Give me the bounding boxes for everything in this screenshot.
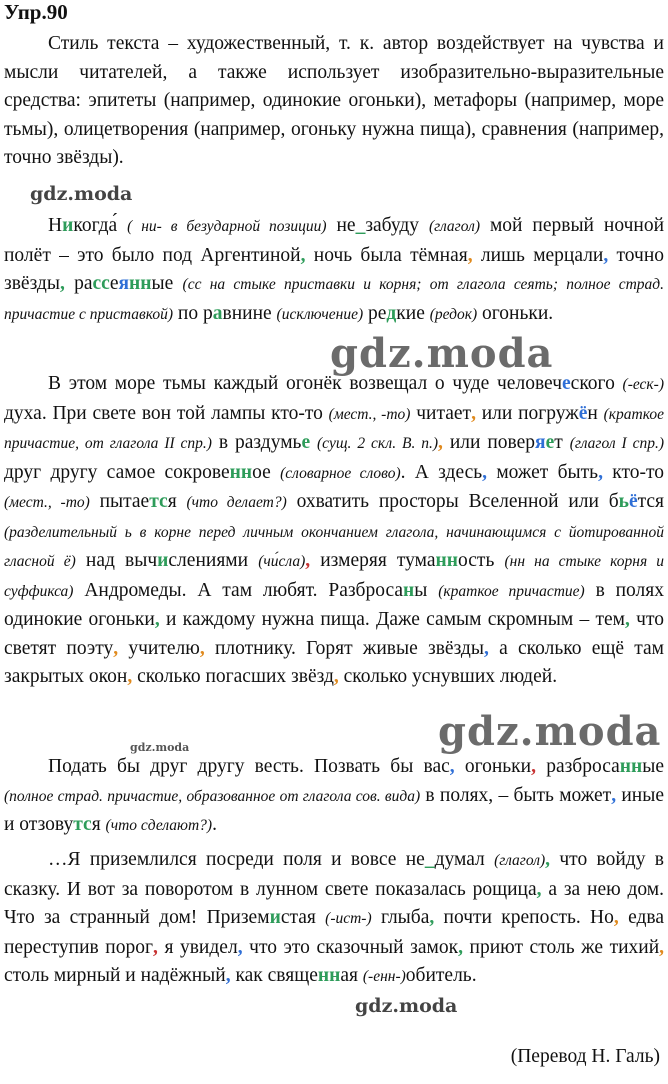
text-run: внине <box>222 302 272 324</box>
highlight-letter: тс <box>73 814 92 835</box>
annotation-note: (краткое причастие, от глагола II спр.) <box>4 405 665 452</box>
punctuation-mark: , <box>113 637 119 659</box>
text-run: духа. При свете вон той лампы кто-то <box>4 402 323 424</box>
punctuation-mark: , <box>458 936 463 958</box>
text-run: В этом море тьмы каждый огонёк возвещал о чуде человеч <box>48 373 563 394</box>
punctuation-mark: , <box>449 756 455 777</box>
punctuation-mark: , <box>603 244 609 266</box>
annotation-note: (сущ. 2 скл. В. п.) <box>317 435 439 452</box>
punctuation-mark: , <box>59 273 65 294</box>
text-run: и каждому нужна пища. Даже самым скромным – тем <box>165 609 626 630</box>
highlight-letter: сс <box>92 273 110 294</box>
highlight-letter: _ <box>355 215 366 236</box>
text-run: иные и отзову <box>4 784 665 835</box>
text-paragraph-1 <box>4 212 664 329</box>
text-run: думал <box>434 849 485 870</box>
text-run: кто-то <box>612 461 665 483</box>
annotation-note: (что делает?) <box>186 494 287 511</box>
text-run: по р <box>177 302 213 324</box>
annotation-note: (полное страд. причастие, образованное от глагола сов. вида) <box>4 787 421 805</box>
highlight-letter: нн <box>229 461 253 483</box>
text-run: я <box>91 814 101 835</box>
text-run: ночь была тёмная <box>313 244 468 266</box>
annotation-note: (сс на стыке приставки и корня; от глагола сеять; полное страд. причастие с приставкой) <box>4 276 665 323</box>
punctuation-mark: , <box>237 936 243 958</box>
highlight-letter: н <box>403 579 415 601</box>
text-run: или погруж <box>481 402 579 424</box>
text-run: обитель. <box>405 965 477 986</box>
highlight-letter: д <box>386 302 397 324</box>
text-run: измеряя тума <box>320 550 436 571</box>
punctuation-mark: , <box>536 878 542 900</box>
text-run: огоньки <box>464 756 532 777</box>
annotation-note: (глагол) <box>494 852 546 869</box>
punctuation-mark: , <box>127 666 133 687</box>
punctuation-mark: , <box>613 907 619 928</box>
punctuation-mark: , <box>482 461 488 483</box>
text-run: или повер <box>449 432 536 453</box>
highlight-letter: а <box>212 302 223 324</box>
annotation-note: (чи́сла) <box>258 553 306 570</box>
punctuation-mark: , <box>333 666 339 687</box>
punctuation-mark: , <box>225 965 231 986</box>
text-run: забуду <box>365 215 420 236</box>
annotation-note: (-ист-) <box>325 910 372 927</box>
punctuation-mark: , <box>438 432 443 453</box>
text-run: е <box>109 273 119 294</box>
text-run: лишь мерцали <box>480 244 604 266</box>
text-run: в полях одинокие огоньки <box>4 579 664 630</box>
text-run: точно звёзды <box>4 244 665 294</box>
highlight-letter: я <box>535 432 546 453</box>
text-run: слениями <box>168 550 249 571</box>
highlight-letter: и <box>157 550 169 571</box>
text-run: читает <box>416 402 472 424</box>
text-run: н <box>587 402 598 424</box>
punctuation-mark: , <box>659 936 665 958</box>
highlight-letter: нн <box>317 965 341 986</box>
punctuation-mark: , <box>305 550 311 571</box>
text-run: когда́ <box>73 215 118 236</box>
annotation-note: (разделительный ь в корне перед личным окончанием глагола, начинающимся с йотированной гласной ё) <box>4 523 664 570</box>
text-run: плотнику. Горят живые звёзды <box>214 637 484 659</box>
annotation-note: (глагол I спр.) <box>569 435 664 452</box>
text-run: глыба <box>380 907 430 928</box>
annotation-note: (глагол) <box>428 218 481 235</box>
exercise-title: Упр.90 <box>4 0 68 24</box>
text-run: Н <box>48 215 63 236</box>
annotation-note: (-енн-) <box>362 968 406 985</box>
punctuation-mark: , <box>300 244 306 266</box>
text-run: учителю <box>128 637 200 659</box>
text-run: …Я приземлился посреди поля и вовсе не <box>48 849 425 870</box>
text-run: ость <box>458 550 495 571</box>
punctuation-mark: , <box>154 609 160 630</box>
text-run: ые <box>151 273 174 294</box>
punctuation-mark: , <box>545 849 551 870</box>
punctuation-mark: , <box>199 637 205 659</box>
annotation-note: (редок) <box>429 305 478 323</box>
watermark: gdz.moda <box>130 741 190 754</box>
highlight-letter: и <box>62 215 74 236</box>
text-run: ре <box>368 302 387 324</box>
text-run: . <box>212 814 217 835</box>
highlight-letter: нн <box>129 273 152 294</box>
text-run: тся <box>637 491 665 512</box>
text-paragraph-4 <box>4 846 664 992</box>
annotation-note: (что сделают?) <box>105 817 213 834</box>
text-run: разброса <box>546 756 620 777</box>
watermark: gdz.moda <box>30 183 133 205</box>
text-run: приют столь же тихий <box>469 936 660 958</box>
text-run: сколько уснувших людей. <box>343 666 558 687</box>
text-run: ы <box>414 579 428 601</box>
text-run: кие <box>396 302 425 324</box>
text-run: в раздумь <box>218 432 302 453</box>
annotation-note: (исключение) <box>276 305 364 323</box>
text-run: едва переступив порог <box>4 907 665 958</box>
punctuation-mark: , <box>471 402 476 424</box>
text-run: стая <box>280 907 316 928</box>
highlight-letter: я <box>118 273 130 294</box>
text-run: ые <box>642 756 665 777</box>
annotation-note: (мест., -то) <box>328 405 411 423</box>
text-run: друг другу самое сокрове <box>4 461 230 483</box>
highlight-letter: ё <box>628 491 638 512</box>
punctuation-mark: , <box>625 609 630 630</box>
text-run: ая <box>340 965 359 986</box>
annotation-note: ( ни- в безударной позиции) <box>127 218 327 235</box>
style-analysis-paragraph: Стиль текста – художественный, т. к. автор воздействует на чувства и мысли читателей, а также использует изобразительно-выразительные средства: эпитеты (например, одинокие огоньки), метафоры (например, море тьмы), олицетворения (например, огоньку нужна пища), сравнения (например, точно звёзды). <box>4 33 664 168</box>
text-run: мой первый ночной полёт – это было под Аргентиной <box>4 215 665 266</box>
text-run: я увидел <box>164 936 238 958</box>
text-run: а за нею дом. Что за странный дом! Призем <box>4 878 665 928</box>
text-run: огоньки. <box>482 302 554 324</box>
highlight-letter: и <box>269 907 281 928</box>
text-run: над выч <box>85 550 158 571</box>
text-run: может быть <box>496 461 599 483</box>
text-run: сколько погасших звёзд <box>137 666 334 687</box>
watermark: gdz.moda <box>438 708 662 755</box>
text-run: столь мирный и надёжный <box>4 965 226 986</box>
annotation-note: (краткое причастие) <box>438 582 585 600</box>
text-run: в полях, – быть может <box>425 784 612 806</box>
text-paragraph-2 <box>4 370 664 692</box>
text-run: что светят поэту <box>4 609 664 659</box>
highlight-letter: ё <box>578 402 588 424</box>
text-run: что войду в сказку. И вот за поворотом в лунном свете показалась рощица <box>4 849 665 900</box>
text-run: охватить просторы Вселенной или б <box>296 491 619 512</box>
punctuation-mark: , <box>429 907 435 928</box>
punctuation-mark: , <box>467 244 473 266</box>
punctuation-mark: , <box>531 756 536 777</box>
highlight-letter: е <box>301 432 311 453</box>
highlight-letter: нн <box>435 550 459 571</box>
punctuation-mark: , <box>611 784 617 806</box>
text-paragraph-3 <box>4 753 664 841</box>
annotation-note: (-еск-) <box>622 376 664 393</box>
text-run: не <box>336 215 356 236</box>
highlight-letter: _ <box>424 849 435 870</box>
highlight-letter: ь <box>618 491 629 512</box>
text-run: . А здесь <box>400 461 483 483</box>
punctuation-mark: , <box>152 936 158 958</box>
text-run: я <box>167 491 177 512</box>
text-run: Андромеды. А там любят. Разброса <box>84 579 404 601</box>
translation-credit: (Перевод Н. Галь) <box>510 1046 660 1067</box>
text-run: ского <box>570 373 615 394</box>
highlight-letter: нн <box>619 756 643 777</box>
highlight-letter: е <box>562 373 571 394</box>
text-run: т <box>554 432 563 453</box>
punctuation-mark: , <box>598 461 603 483</box>
text-run: как свяще <box>235 965 318 986</box>
text-run: ра <box>74 273 93 294</box>
annotation-note: (мест., -то) <box>4 494 90 511</box>
highlight-letter: тс <box>149 491 168 512</box>
text-run: Подать бы друг другу весть. Позвать бы вас <box>48 756 450 777</box>
watermark: gdz.moda <box>355 995 458 1017</box>
text-run: почти крепость. Но <box>443 907 614 928</box>
text-run: ое <box>252 461 271 483</box>
watermark: gdz.moda <box>330 330 554 377</box>
text-run: что это сказочный замок <box>249 936 459 958</box>
highlight-letter: е <box>545 432 555 453</box>
punctuation-mark: , <box>483 637 489 659</box>
annotation-note: (словарное слово) <box>280 464 401 482</box>
text-run: пытае <box>99 491 150 512</box>
annotation-note: (нн на стыке корня и суффикса) <box>4 553 665 600</box>
text-run: а сколько ещё там закрытых окон <box>4 637 665 687</box>
